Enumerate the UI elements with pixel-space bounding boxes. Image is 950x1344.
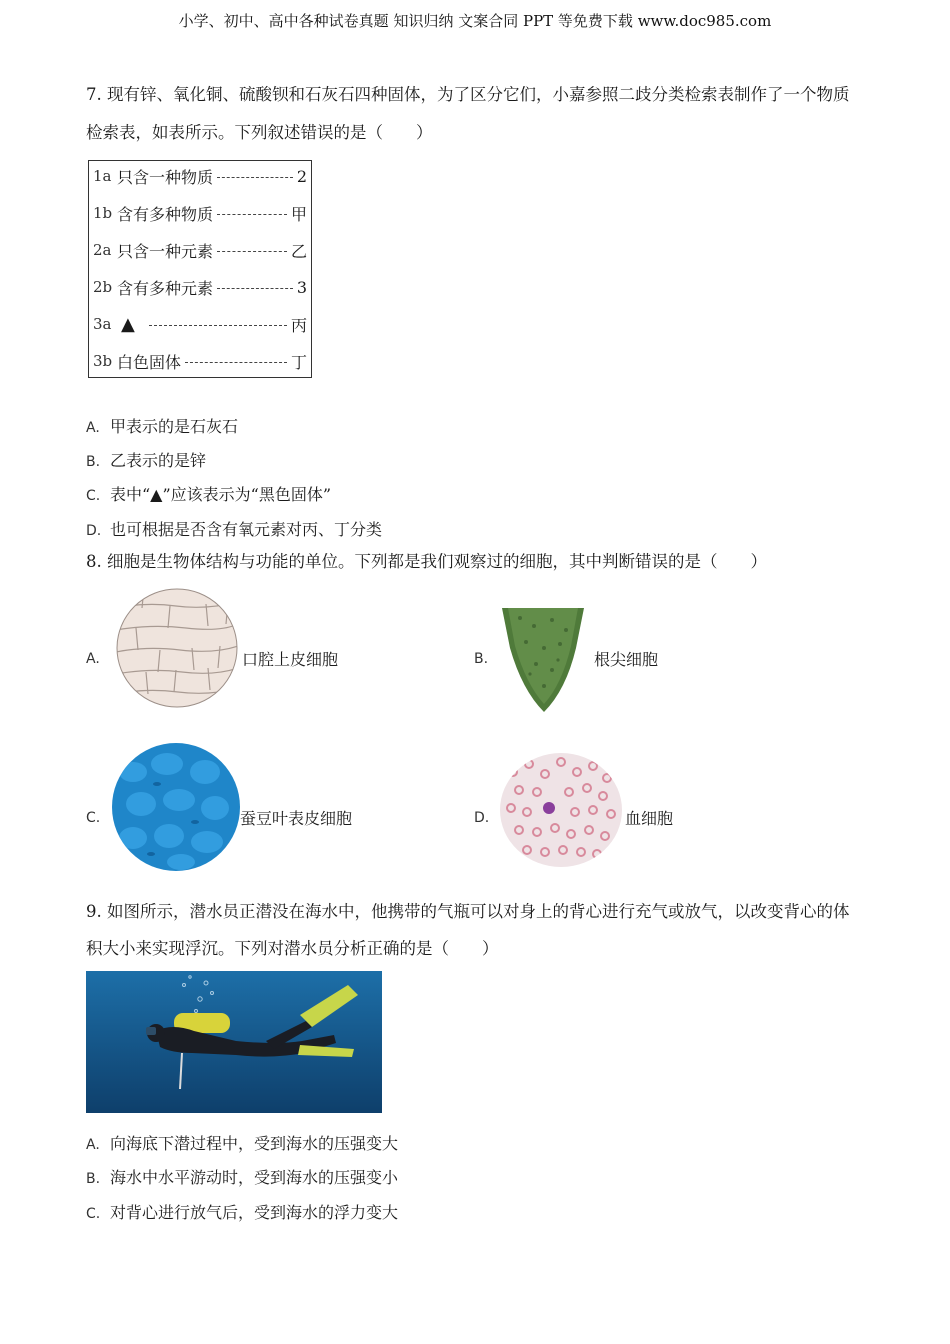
q9-option-c [86, 1200, 398, 1223]
key-code: 3a [93, 315, 112, 333]
key-dash-line [217, 251, 287, 252]
key-row [93, 165, 307, 187]
option-text: 乙表示的是锌 [110, 451, 207, 470]
key-text: 含有多种元素 [117, 278, 214, 298]
q8-option-b-letter [474, 648, 498, 667]
q9-option-a [86, 1131, 398, 1154]
broad-bean-leaf-epidermis-micrograph [111, 742, 241, 872]
option-text: 向海底下潜过程中，受到海水的压强变大 [110, 1134, 399, 1153]
option-letter: B. [474, 651, 489, 667]
q8-option-a-label: 口腔上皮细胞 [242, 650, 339, 669]
page-header: 小学、初中、高中各种试卷真题 知识归纳 文案合同 PPT 等免费下载 www.doc985.com [178, 12, 772, 30]
key-row [93, 202, 307, 224]
classification-key-table [88, 160, 312, 378]
q9-stem-line1: 9. 如图所示，潜水员正潜没在海水中，他携带的气瓶可以对身上的背心进行充气或放气，以改变背心的体 [86, 902, 850, 921]
option-letter: C. [86, 488, 101, 504]
option-letter: B. [86, 454, 101, 470]
q8-option-d-label: 血细胞 [625, 809, 674, 828]
option-letter: A. [86, 1137, 100, 1153]
q8-stem: 8. 细胞是生物体结构与功能的单位。下列都是我们观察过的细胞，其中判断错误的是（ ） [86, 552, 767, 571]
q8-option-b-label: 根尖细胞 [594, 650, 659, 669]
key-result: 丙 [290, 315, 307, 335]
key-code: 3b [93, 352, 113, 370]
key-dash-line [185, 362, 287, 363]
key-row [93, 313, 307, 335]
key-row [93, 239, 307, 261]
q7-option-b [86, 448, 206, 471]
triangle-icon: ▲ [121, 313, 135, 335]
q8-option-d-letter [474, 807, 498, 826]
key-text: 含有多种物质 [117, 204, 214, 224]
q8-option-c-label: 蚕豆叶表皮细胞 [240, 809, 353, 828]
option-text: 海水中水平游动时，受到海水的压强变小 [110, 1168, 399, 1187]
option-letter: A. [86, 651, 100, 667]
option-letter: B. [86, 1171, 101, 1187]
q7-option-d [86, 517, 382, 540]
key-result: 3 [296, 277, 307, 297]
q7-option-c [86, 482, 331, 505]
key-code: 1b [93, 204, 113, 222]
key-text: 只含一种元素 [117, 241, 214, 261]
key-dash-line [217, 177, 293, 178]
key-result: 2 [296, 166, 307, 186]
key-result: 乙 [290, 241, 307, 261]
key-dash-line [217, 288, 293, 289]
q7-stem-line1: 7. 现有锌、氧化铜、硫酸钡和石灰石四种固体，为了区分它们，小嘉参照二歧分类检索表制作了一个物质 [86, 85, 850, 104]
blood-cell-micrograph [499, 752, 623, 868]
root-tip-micrograph [500, 608, 586, 714]
key-dash-line [149, 325, 287, 326]
cheek-cell-micrograph [116, 588, 238, 708]
option-letter: D. [474, 810, 490, 826]
key-code: 2b [93, 278, 113, 296]
option-text: 甲表示的是石灰石 [110, 417, 239, 436]
key-result: 丁 [290, 352, 307, 372]
option-letter: C. [86, 810, 101, 826]
key-code: 1a [93, 167, 112, 185]
key-result: 甲 [290, 204, 307, 224]
q7-option-a [86, 414, 238, 437]
option-text: 对背心进行放气后，受到海水的浮力变大 [110, 1203, 399, 1222]
option-letter: D. [86, 523, 102, 539]
option-letter: C. [86, 1206, 101, 1222]
key-text: 白色固体 [117, 352, 182, 372]
option-text: 也可根据是否含有氧元素对丙、丁分类 [110, 520, 383, 539]
key-row [93, 276, 307, 298]
key-row [93, 350, 307, 372]
key-dash-line [217, 214, 287, 215]
key-code: 2a [93, 241, 112, 259]
q9-option-b [86, 1165, 398, 1188]
q8-option-a-letter [86, 648, 110, 667]
option-text: 表中“▲”应该表示为“黑色固体” [110, 485, 332, 504]
q8-option-c-letter [86, 807, 110, 826]
q9-stem-line2: 积大小来实现浮沉。下列对潜水员分析正确的是（ ） [86, 939, 499, 958]
q7-stem-line2: 检索表，如表所示。下列叙述错误的是（ ） [86, 123, 433, 142]
option-letter: A. [86, 420, 100, 436]
scuba-diver-photo [86, 971, 382, 1113]
key-text: 只含一种物质 [117, 167, 214, 187]
